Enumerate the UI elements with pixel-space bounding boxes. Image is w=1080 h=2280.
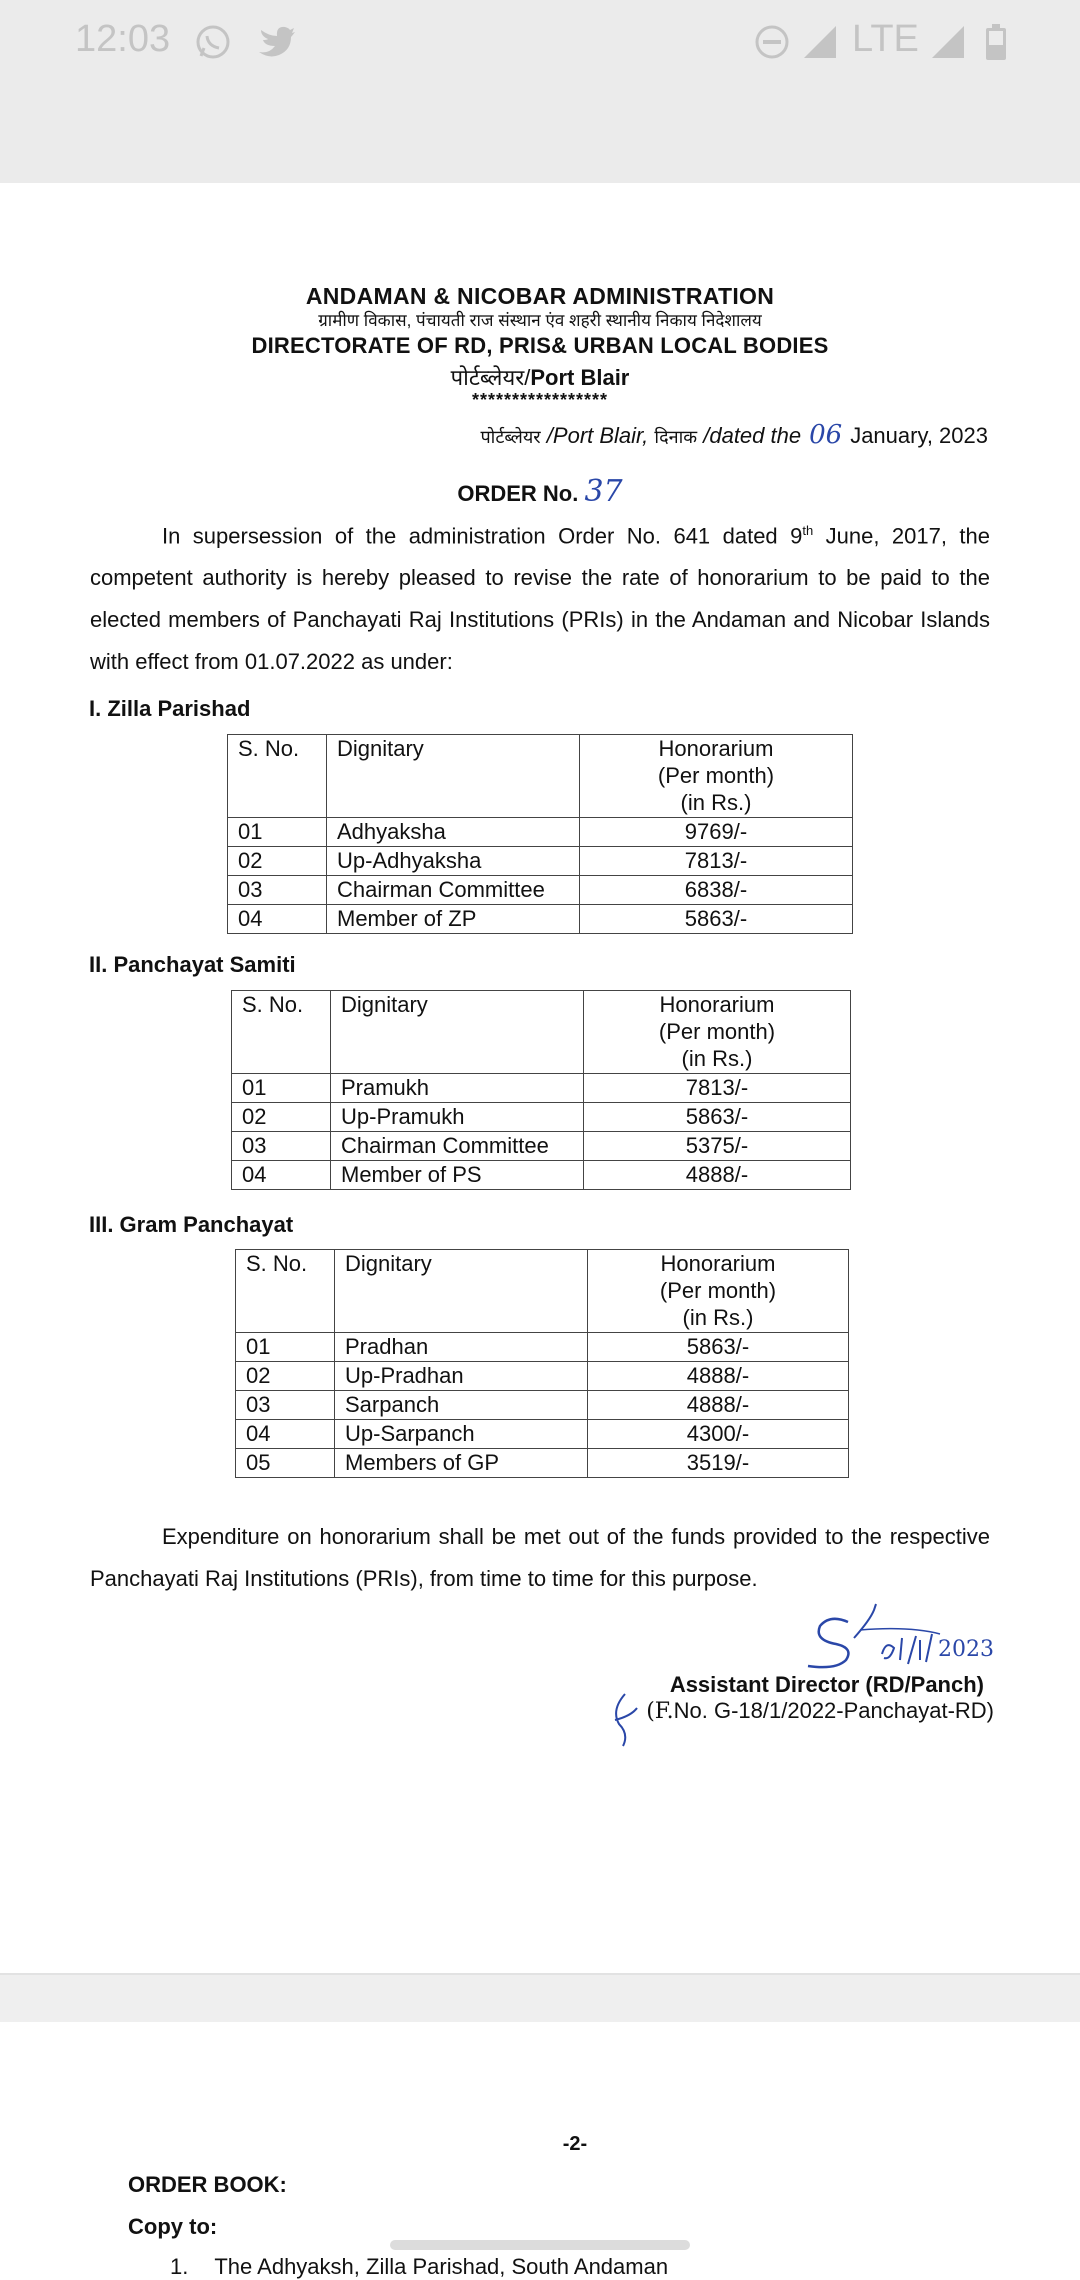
col-sno-header: S. No.	[228, 735, 327, 818]
table-row: 01 Pramukh 7813/-	[232, 1074, 851, 1103]
directorate-title: DIRECTORATE OF RD, PRIS& URBAN LOCAL BODIES	[251, 333, 829, 358]
dnd-icon	[752, 22, 792, 62]
org-title: ANDAMAN & NICOBAR ADMINISTRATION	[305, 283, 775, 309]
copy-to-label: Copy to:	[128, 2214, 218, 2239]
table-row: 02 Up-Pradhan 4888/-	[236, 1362, 849, 1391]
page-number: -2-	[562, 2133, 588, 2155]
file-number: (F.No. G-18/1/2022-Panchayat-RD)	[646, 1698, 994, 1724]
table-row: 04 Member of ZP 5863/-	[228, 905, 853, 934]
table-row: 03 Chairman Committee 5375/-	[232, 1132, 851, 1161]
date-line: पोर्टब्लेयर /Port Blair, दिनाक /dated the 06 January, 2023	[480, 420, 988, 450]
signal-icon	[928, 22, 968, 62]
section-title-panchayat-samiti: II. Panchayat Samiti	[89, 952, 296, 977]
battery-icon	[976, 22, 1016, 62]
handwritten-order-number: 37	[584, 474, 623, 509]
table-row: 01 Adhyaksha 9769/-	[228, 818, 853, 847]
section-title-gram-panchayat: III. Gram Panchayat	[89, 1212, 294, 1237]
initial-mark	[605, 1690, 645, 1750]
status-time: 12:03	[75, 18, 171, 60]
panchayat-samiti-table: S. No. Dignitary Honorarium (Per month) (in Rs.) 01 Pramukh 7813/- 02 Up-Pramukh 5863/- 03 Chairman Committee 5375/- 04 Member of PS 4888/-	[231, 990, 851, 1190]
page-separator	[0, 1973, 1080, 2024]
table-row: 04 Up-Sarpanch 4300/-	[236, 1420, 849, 1449]
place-line: पोर्टब्लेयर/Port Blair	[450, 365, 630, 390]
order-number: ORDER No. 37	[457, 474, 623, 509]
status-bar	[0, 0, 1080, 183]
order-book-label: ORDER BOOK:	[128, 2172, 287, 2197]
svg-text:2023: 2023	[938, 1637, 994, 1662]
table-row: 04 Member of PS 4888/-	[232, 1161, 851, 1190]
divider-stars: *****************	[471, 390, 609, 410]
table-row: 02 Up-Pramukh 5863/-	[232, 1103, 851, 1132]
table-row: 01 Pradhan 5863/-	[236, 1333, 849, 1362]
expenditure-paragraph: Expenditure on honorarium shall be met out of the funds provided to the respective Panchayati Raj Institutions (PRIs), from time to time for this purpose.	[90, 1524, 990, 1591]
col-honorarium-header: Honorarium (Per month) (in Rs.)	[580, 735, 853, 818]
home-indicator[interactable]	[390, 2240, 690, 2250]
twitter-icon	[255, 22, 295, 62]
section-title-zilla-parishad: I. Zilla Parishad	[89, 696, 251, 721]
table-row: 03 Sarpanch 4888/-	[236, 1391, 849, 1420]
whatsapp-icon	[193, 22, 233, 62]
list-item: 1. The Adhyaksh, Zilla Parishad, South Andaman	[170, 2254, 669, 2279]
table-row: 02 Up-Adhyaksha 7813/-	[228, 847, 853, 876]
handwritten-day: 06	[809, 420, 843, 450]
gram-panchayat-table: S. No. Dignitary Honorarium (Per month) (in Rs.) 01 Pradhan 5863/- 02 Up-Pradhan 4888/- 03 Sarpanch 4888/- 04 Up-Sarpanch 4300/- 05 Members of GP 3519/-	[235, 1249, 849, 1478]
table-row: 05 Members of GP 3519/-	[236, 1449, 849, 1478]
col-dignitary-header: Dignitary	[327, 735, 580, 818]
table-row: 03 Chairman Committee 6838/-	[228, 876, 853, 905]
signatory-title: Assistant Director (RD/Panch)	[669, 1672, 984, 1697]
signal-icon	[800, 22, 840, 62]
intro-paragraph: In supersession of the administration Order No. 641 dated 9th June, 2017, the competent authority is hereby pleased to revise the rate of honorarium to be paid to the elected members of Panchayati Raj Institutions (PRIs) in the Andaman and Nicobar Islands with effect from 01.07.2022 as under:	[90, 523, 990, 675]
zilla-parishad-table	[227, 734, 853, 934]
hindi-department: ग्रामीण विकास, पंचायती राज संस्थान एंव शहरी स्थानीय निकाय निदेशालय	[318, 311, 762, 330]
network-type: LTE	[852, 18, 919, 60]
